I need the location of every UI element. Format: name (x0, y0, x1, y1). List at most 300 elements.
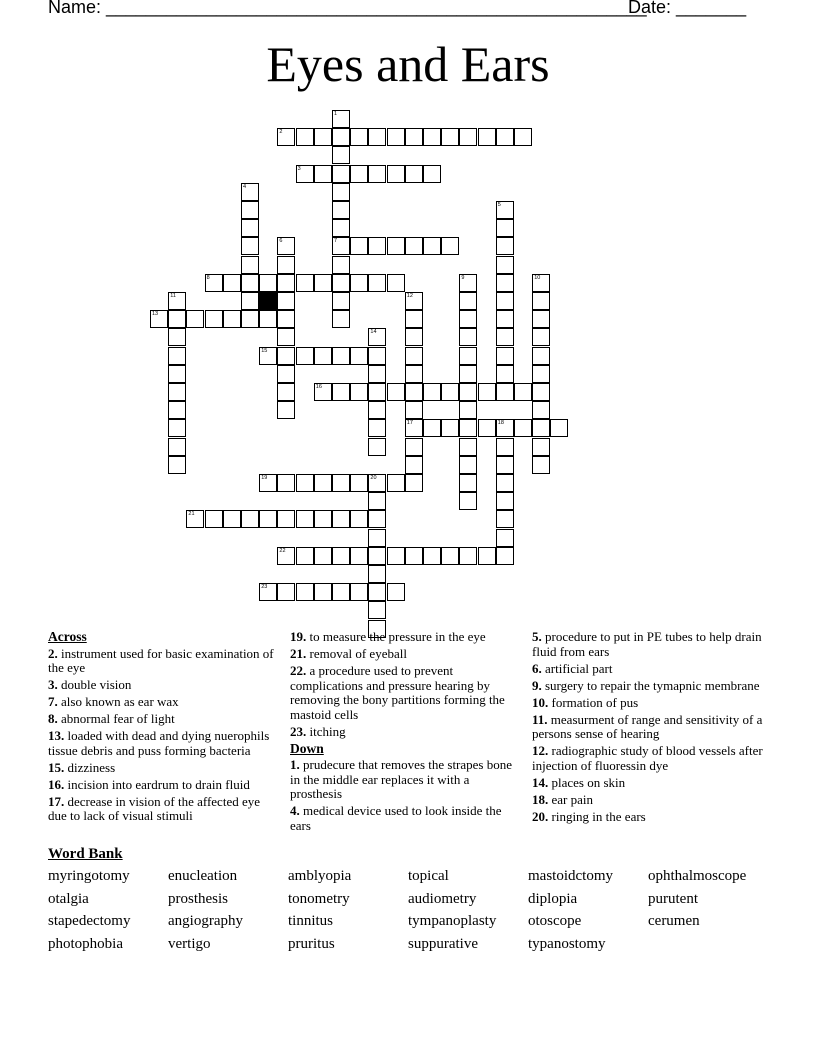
crossword-cell[interactable] (423, 547, 441, 565)
word-bank-item: cerumen (648, 913, 700, 930)
clue-number: 20 (370, 475, 377, 481)
crossword-cell[interactable] (459, 347, 477, 365)
word-bank-item: typanostomy (528, 936, 606, 953)
clue-number: 10. (532, 694, 549, 710)
crossword-cell[interactable] (314, 583, 332, 601)
crossword-cell[interactable] (368, 365, 386, 383)
crossword-cell[interactable] (368, 510, 386, 528)
clue-number: 3 (297, 165, 301, 172)
crossword-cell[interactable] (496, 529, 514, 547)
crossword-cell[interactable] (259, 347, 277, 365)
crossword-cell[interactable] (387, 237, 405, 255)
crossword-cell[interactable] (332, 292, 350, 310)
word-bank-item: otalgia (48, 890, 89, 907)
crossword-cell[interactable] (514, 383, 532, 401)
crossword-cell[interactable] (368, 165, 386, 183)
crossword-cell[interactable] (368, 583, 386, 601)
crossword-cell[interactable] (496, 237, 514, 255)
clue-number: 7. (48, 694, 58, 709)
page-title: Eyes and Ears (266, 36, 550, 92)
crossword-cell[interactable] (259, 310, 277, 328)
crossword-cell[interactable] (459, 419, 477, 437)
crossword-cell[interactable] (259, 474, 277, 492)
crossword-cell[interactable] (296, 128, 314, 146)
crossword-cell[interactable] (332, 310, 350, 328)
crossword-cell[interactable] (532, 456, 550, 474)
clue-number: 13. (48, 728, 65, 743)
clue-number: 9 (461, 274, 465, 281)
word-bank-item: audiometry (408, 890, 477, 907)
crossword-cell[interactable] (387, 383, 405, 401)
crossword-cell[interactable] (405, 165, 423, 183)
word-bank-item: vertigo (168, 936, 211, 953)
clue-text: measurment of range and sensitivity of a persons sense of hearing (532, 711, 763, 741)
crossword-cell[interactable] (496, 274, 514, 292)
crossword-cell[interactable] (387, 547, 405, 565)
word-bank-item: stapedectomy (48, 913, 131, 930)
crossword-cell[interactable] (496, 456, 514, 474)
crossword-cell[interactable] (332, 274, 350, 292)
crossword-cell[interactable] (496, 383, 514, 401)
word-bank-item: myringotomy (48, 868, 130, 884)
crossword-cell[interactable] (314, 165, 332, 183)
crossword-cell[interactable] (368, 237, 386, 255)
crossword-cell[interactable] (368, 565, 386, 583)
crossword-cell[interactable] (368, 601, 386, 619)
crossword-cell[interactable] (496, 292, 514, 310)
crossword-cell[interactable] (296, 165, 314, 183)
crossword-cell[interactable] (277, 128, 295, 146)
crossword-cell[interactable] (405, 438, 423, 456)
crossword-cell[interactable] (423, 128, 441, 146)
clue-number: 17 (406, 420, 413, 427)
crossword-cell[interactable] (550, 419, 568, 437)
crossword-cell[interactable] (168, 365, 186, 383)
crossword-cell[interactable] (514, 128, 532, 146)
clue-number: 14. (532, 774, 549, 790)
crossword-cell[interactable] (332, 510, 350, 528)
crossword-cell[interactable] (205, 274, 223, 292)
crossword-cell[interactable] (350, 347, 368, 365)
crossword-cell[interactable] (296, 510, 314, 528)
crossword-cell[interactable] (150, 310, 168, 328)
crossword-cell[interactable] (168, 419, 186, 437)
crossword-cell[interactable] (277, 256, 295, 274)
crossword-cell[interactable] (459, 383, 477, 401)
word-bank-item: otoscope (528, 913, 582, 930)
crossword-cell[interactable] (168, 383, 186, 401)
crossword-cell[interactable] (259, 510, 277, 528)
down-clue (532, 696, 768, 711)
crossword-cell[interactable] (241, 310, 259, 328)
crossword-cell[interactable] (350, 128, 368, 146)
word-bank-title: Word Bank (48, 846, 123, 862)
crossword-cell[interactable] (368, 419, 386, 437)
clue-number: 16 (315, 384, 322, 390)
clue-text: procedure to put in PE tubes to help drain fluid from ears (532, 629, 762, 659)
crossword-cell[interactable] (405, 128, 423, 146)
crossword-cell[interactable] (332, 237, 350, 255)
crossword-cell[interactable] (332, 165, 350, 183)
crossword-cell[interactable] (496, 365, 514, 383)
crossword-cell[interactable] (277, 274, 295, 292)
crossword-cell[interactable] (532, 274, 550, 292)
crossword-cell[interactable] (496, 256, 514, 274)
clues-column-3 (532, 630, 768, 827)
crossword-cell[interactable] (387, 274, 405, 292)
crossword-cell[interactable] (259, 583, 277, 601)
clue-number: 15. (48, 759, 65, 775)
crossword-cell[interactable] (532, 365, 550, 383)
crossword-cell[interactable] (277, 401, 295, 419)
clue-number: 4 (243, 183, 247, 190)
crossword-cell[interactable] (459, 328, 477, 346)
crossword-cell[interactable] (441, 237, 459, 255)
down-clue (532, 793, 768, 808)
clue-number: 17. (48, 793, 65, 809)
clue-text: itching (306, 723, 346, 739)
clue-number: 8 (206, 274, 210, 281)
crossword-cell[interactable] (332, 219, 350, 237)
crossword-cell[interactable] (532, 347, 550, 365)
crossword-cell[interactable] (350, 510, 368, 528)
clue-number: 16. (48, 776, 65, 792)
crossword-cell[interactable] (405, 401, 423, 419)
across-clue (290, 664, 522, 722)
crossword-cell[interactable] (168, 401, 186, 419)
crossword-cell[interactable] (368, 438, 386, 456)
crossword-cell[interactable] (259, 274, 277, 292)
crossword-cell[interactable] (168, 310, 186, 328)
crossword-cell[interactable] (423, 383, 441, 401)
crossword-cell[interactable] (296, 547, 314, 565)
crossword-cell[interactable] (441, 128, 459, 146)
crossword-cell[interactable] (496, 474, 514, 492)
clue-text: ear pain (548, 791, 594, 807)
crossword-cell[interactable] (277, 328, 295, 346)
crossword-cell[interactable] (496, 347, 514, 365)
crossword-cell[interactable] (532, 438, 550, 456)
down-clue (290, 804, 522, 833)
crossword-block-cell (259, 292, 277, 310)
crossword-cell[interactable] (387, 474, 405, 492)
clue-number: 12. (532, 743, 549, 758)
crossword-cell[interactable] (368, 347, 386, 365)
crossword-cell[interactable] (368, 401, 386, 419)
crossword-cell[interactable] (223, 510, 241, 528)
crossword-cell[interactable] (168, 292, 186, 310)
crossword-cell[interactable] (350, 583, 368, 601)
crossword-cell[interactable] (241, 510, 259, 528)
crossword-cell[interactable] (223, 274, 241, 292)
crossword-cell[interactable] (314, 128, 332, 146)
crossword-cell[interactable] (459, 492, 477, 510)
crossword-cell[interactable] (368, 383, 386, 401)
crossword-cell[interactable] (368, 492, 386, 510)
across-clue (48, 778, 276, 793)
clues-column-2 (290, 630, 522, 836)
crossword-cell[interactable] (423, 419, 441, 437)
crossword-cell[interactable] (459, 292, 477, 310)
crossword-cell[interactable] (314, 274, 332, 292)
crossword-cell[interactable] (332, 474, 350, 492)
across-clue (48, 712, 276, 727)
clue-number: 11. (532, 711, 548, 727)
clue-number: 1 (334, 111, 338, 117)
crossword-cell[interactable] (368, 128, 386, 146)
crossword-cell[interactable] (241, 201, 259, 219)
clue-text: to measure the pressure in the eye (306, 629, 486, 644)
crossword-cell[interactable] (405, 547, 423, 565)
clue-number: 1. (290, 757, 300, 772)
crossword-cell[interactable] (532, 419, 550, 437)
word-bank-item: tonometry (288, 890, 350, 907)
crossword-cell[interactable] (332, 547, 350, 565)
crossword-cell[interactable] (459, 401, 477, 419)
crossword-cell[interactable] (514, 419, 532, 437)
crossword-cell[interactable] (532, 401, 550, 419)
clue-number: 7 (334, 238, 338, 245)
name-field-label[interactable]: Name: ______________________________________________________ (48, 0, 647, 17)
clue-text: surgery to repair the tymapnic membrane (541, 677, 760, 693)
clue-number: 12 (406, 293, 413, 299)
crossword-cell[interactable] (277, 547, 295, 565)
across-heading: Across (48, 629, 87, 644)
clue-text: abnormal fear of light (57, 711, 175, 726)
crossword-cell[interactable] (496, 201, 514, 219)
crossword-cell[interactable] (478, 128, 496, 146)
crossword-cell[interactable] (368, 474, 386, 492)
crossword-cell[interactable] (332, 128, 350, 146)
crossword-cell[interactable] (387, 128, 405, 146)
crossword-cell[interactable] (459, 547, 477, 565)
word-bank-item: photophobia (48, 936, 123, 953)
across-clue (290, 647, 522, 662)
word-bank-item: pruritus (288, 936, 335, 953)
crossword-cell[interactable] (350, 383, 368, 401)
crossword-cell[interactable] (314, 547, 332, 565)
clue-number: 22 (279, 547, 286, 554)
crossword-cell[interactable] (241, 274, 259, 292)
crossword-cell[interactable] (405, 456, 423, 474)
crossword-cell[interactable] (296, 347, 314, 365)
crossword-cell[interactable] (186, 310, 204, 328)
crossword-cell[interactable] (387, 165, 405, 183)
crossword-cell[interactable] (459, 365, 477, 383)
crossword-cell[interactable] (478, 383, 496, 401)
crossword-cell[interactable] (405, 474, 423, 492)
crossword-cell[interactable] (532, 310, 550, 328)
clue-text: radiographic study of blood vessels after injection of fluoressin dye (532, 743, 763, 773)
crossword-cell[interactable] (314, 383, 332, 401)
crossword-cell[interactable] (496, 438, 514, 456)
word-bank-item: enucleation (168, 868, 238, 884)
crossword-cell[interactable] (368, 274, 386, 292)
crossword-cell[interactable] (332, 183, 350, 201)
crossword-cell[interactable] (496, 547, 514, 565)
crossword-cell[interactable] (496, 419, 514, 437)
crossword-cell[interactable] (168, 438, 186, 456)
clue-number: 5. (532, 629, 542, 644)
crossword-grid (150, 110, 580, 625)
clue-number: 15 (261, 347, 268, 354)
clue-text: medical device used to look inside the ears (290, 803, 502, 833)
clue-text: removal of eyeball (306, 646, 407, 661)
crossword-cell[interactable] (277, 510, 295, 528)
crossword-cell[interactable] (168, 328, 186, 346)
word-bank-item: topical (408, 868, 449, 884)
clue-text: ringing in the ears (548, 808, 646, 824)
crossword-cell[interactable] (314, 474, 332, 492)
crossword-cell[interactable] (241, 292, 259, 310)
crossword-cell[interactable] (496, 510, 514, 528)
crossword-cell[interactable] (241, 183, 259, 201)
crossword-cell[interactable] (405, 292, 423, 310)
crossword-cell[interactable] (496, 219, 514, 237)
clue-number: 14 (370, 329, 377, 336)
crossword-cell[interactable] (405, 347, 423, 365)
crossword-cell[interactable] (441, 419, 459, 437)
crossword-cell[interactable] (168, 456, 186, 474)
crossword-cell[interactable] (168, 347, 186, 365)
crossword-cell[interactable] (459, 310, 477, 328)
crossword-cell[interactable] (496, 310, 514, 328)
clue-number: 23 (261, 584, 268, 591)
crossword-cell[interactable] (496, 492, 514, 510)
across-clue (48, 695, 276, 710)
crossword-cell[interactable] (277, 237, 295, 255)
crossword-cell[interactable] (350, 474, 368, 492)
clue-text: artificial part (541, 660, 613, 676)
clue-number: 6 (279, 238, 283, 245)
clue-number: 6. (532, 660, 542, 676)
crossword-cell[interactable] (459, 438, 477, 456)
date-field-label[interactable]: Date: _______ (628, 0, 747, 17)
crossword-cell[interactable] (405, 365, 423, 383)
crossword-cell[interactable] (478, 547, 496, 565)
crossword-cell[interactable] (532, 383, 550, 401)
crossword-cell[interactable] (241, 237, 259, 255)
crossword-cell[interactable] (405, 383, 423, 401)
down-clue (532, 744, 768, 773)
crossword-cell[interactable] (241, 219, 259, 237)
crossword-cell[interactable] (332, 347, 350, 365)
clue-number: 21 (188, 511, 195, 518)
crossword-cell[interactable] (405, 237, 423, 255)
crossword-cell[interactable] (441, 547, 459, 565)
clue-number: 8. (48, 711, 58, 726)
crossword-cell[interactable] (441, 383, 459, 401)
crossword-cell[interactable] (459, 456, 477, 474)
crossword-cell[interactable] (296, 474, 314, 492)
clue-number: 2. (48, 645, 58, 661)
crossword-cell[interactable] (496, 328, 514, 346)
clue-number: 9. (532, 677, 542, 693)
crossword-cell[interactable] (532, 292, 550, 310)
clues-column-1 (48, 630, 276, 826)
crossword-cell[interactable] (387, 583, 405, 601)
crossword-cell[interactable] (277, 365, 295, 383)
crossword-cell[interactable] (423, 237, 441, 255)
crossword-cell[interactable] (296, 583, 314, 601)
crossword-cell[interactable] (314, 510, 332, 528)
across-clue (290, 725, 522, 740)
across-clue (48, 729, 276, 758)
crossword-cell[interactable] (350, 547, 368, 565)
crossword-cell[interactable] (223, 310, 241, 328)
crossword-cell[interactable] (368, 328, 386, 346)
word-bank-item: tympanoplasty (408, 913, 497, 930)
crossword-cell[interactable] (459, 474, 477, 492)
crossword-cell[interactable] (368, 547, 386, 565)
crossword-cell[interactable] (277, 292, 295, 310)
crossword-cell[interactable] (332, 201, 350, 219)
clue-number: 19 (261, 475, 268, 481)
crossword-cell[interactable] (332, 583, 350, 601)
word-bank-item: prosthesis (168, 890, 228, 907)
down-clue (532, 776, 768, 791)
clue-number: 10 (534, 274, 541, 281)
down-clue (532, 713, 768, 742)
crossword-cell[interactable] (332, 146, 350, 164)
crossword-cell[interactable] (205, 510, 223, 528)
clue-text: places on skin (548, 774, 626, 790)
crossword-cell[interactable] (314, 347, 332, 365)
crossword-cell[interactable] (332, 256, 350, 274)
clue-text: decrease in vision of the affected eye due to lack of visual stimuli (48, 793, 260, 823)
crossword-cell[interactable] (296, 274, 314, 292)
crossword-cell[interactable] (405, 419, 423, 437)
crossword-cell[interactable] (459, 274, 477, 292)
clue-text: also known as ear wax (57, 694, 179, 709)
down-clue (532, 810, 768, 825)
crossword-cell[interactable] (332, 383, 350, 401)
crossword-cell[interactable] (405, 328, 423, 346)
across-clue (290, 630, 522, 645)
across-clue (48, 761, 276, 776)
word-bank-item: diplopia (528, 890, 578, 907)
word-bank-item: mastoidctomy (528, 868, 613, 884)
crossword-cell[interactable] (532, 328, 550, 346)
crossword-cell[interactable] (241, 256, 259, 274)
crossword-cell[interactable] (478, 419, 496, 437)
crossword-cell[interactable] (186, 510, 204, 528)
clue-text: dizziness (64, 759, 116, 775)
crossword-cell[interactable] (277, 347, 295, 365)
clue-number: 11 (170, 293, 176, 299)
crossword-cell[interactable] (277, 474, 295, 492)
crossword-cell[interactable] (350, 237, 368, 255)
crossword-cell[interactable] (205, 310, 223, 328)
crossword-cell[interactable] (277, 583, 295, 601)
crossword-cell[interactable] (350, 274, 368, 292)
clue-text: loaded with dead and dying nuerophils tissue debris and puss forming bacteria (48, 728, 270, 758)
across-clue (48, 678, 276, 693)
down-clue (290, 758, 522, 802)
clue-number: 18. (532, 791, 549, 807)
crossword-cell[interactable] (423, 165, 441, 183)
crossword-cell[interactable] (405, 310, 423, 328)
crossword-cell[interactable] (496, 128, 514, 146)
clue-number: 22. (290, 663, 307, 678)
crossword-cell[interactable] (459, 128, 477, 146)
crossword-cell[interactable] (368, 529, 386, 547)
crossword-cell[interactable] (277, 383, 295, 401)
crossword-cell[interactable] (277, 310, 295, 328)
crossword-cell[interactable] (350, 165, 368, 183)
crossword-cell[interactable] (332, 110, 350, 128)
clue-number: 18 (497, 420, 504, 427)
